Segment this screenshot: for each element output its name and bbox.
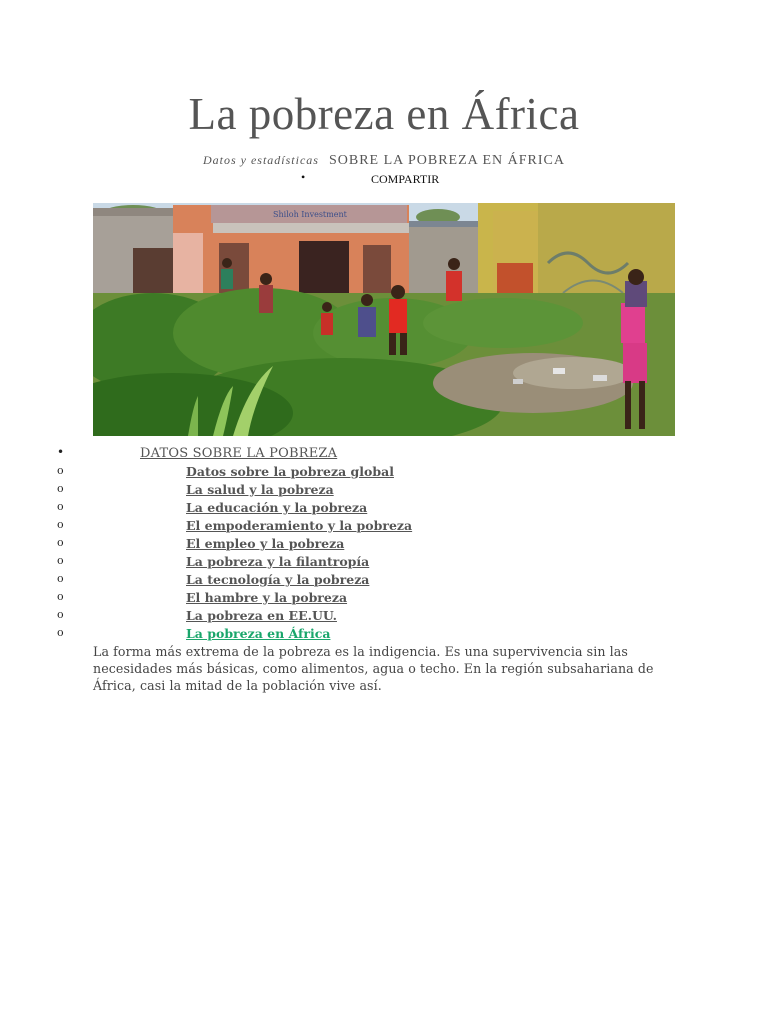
nav-link-filantropia[interactable]: La pobreza y la filantropía: [186, 554, 370, 569]
nav-item-bullet: o: [57, 554, 64, 567]
subtitle-italic: Datos y estadísticas: [202, 153, 319, 167]
subtitle-caps: SOBRE LA POBREZA EN ÁFRICA: [328, 153, 566, 168]
nav-item-bullet: o: [57, 536, 64, 549]
nav-item-bullet: o: [57, 608, 64, 621]
intro-paragraph: La forma más extrema de la pobreza es la indigencia. Es una supervivencia sin las necesidades más básicas, como alimentos, agua o techo. En la región subsahariana de África, casi la mitad de la población vive así.: [93, 644, 654, 693]
hero-photo-illustration: [93, 203, 675, 436]
nav-item: [0, 535, 768, 553]
nav-item-bullet: o: [57, 518, 64, 531]
nav-item: [0, 571, 768, 589]
nav-item-bullet: o: [57, 572, 64, 585]
nav-item-bullet: o: [57, 482, 64, 495]
share-button[interactable]: COMPARTIR: [371, 172, 440, 186]
hero-image: [93, 203, 675, 436]
nav-item: [0, 517, 768, 535]
nav-item-bullet: o: [57, 500, 64, 513]
nav-item-bullet: o: [57, 626, 64, 639]
nav-link-tecnologia[interactable]: La tecnología y la pobreza: [186, 572, 370, 587]
nav-item: [0, 607, 768, 625]
nav-header-row: [0, 445, 768, 463]
nav-link-salud[interactable]: La salud y la pobreza: [186, 482, 334, 497]
hero-sign-text: Shiloh Investment: [273, 210, 347, 219]
nav-link-eeuu[interactable]: La pobreza en EE.UU.: [186, 608, 337, 623]
nav-header-bullet: •: [57, 445, 65, 459]
nav-item: [0, 589, 768, 607]
share-bullet: •: [301, 170, 306, 184]
nav-item: [0, 499, 768, 517]
nav-link-empleo[interactable]: El empleo y la pobreza: [186, 536, 345, 551]
nav-link-empoderamiento[interactable]: El empoderamiento y la pobreza: [186, 518, 413, 533]
nav-item: [0, 481, 768, 499]
nav-link-educacion[interactable]: La educación y la pobreza: [186, 500, 368, 515]
nav-item-bullet: o: [57, 464, 64, 477]
share-row: [0, 171, 768, 187]
page-subtitle: [0, 151, 768, 169]
nav-item: [0, 625, 768, 643]
page-title: La pobreza en África: [188, 89, 580, 139]
nav-item: [0, 463, 768, 481]
nav-link-pobreza-global[interactable]: Datos sobre la pobreza global: [186, 464, 394, 479]
nav-item-bullet: o: [57, 590, 64, 603]
nav-item: [0, 553, 768, 571]
nav-header-link[interactable]: DATOS SOBRE LA POBREZA: [140, 446, 338, 461]
section-nav: [0, 445, 768, 643]
nav-link-africa-active[interactable]: La pobreza en África: [186, 626, 331, 641]
nav-link-hambre[interactable]: El hambre y la pobreza: [186, 590, 348, 605]
